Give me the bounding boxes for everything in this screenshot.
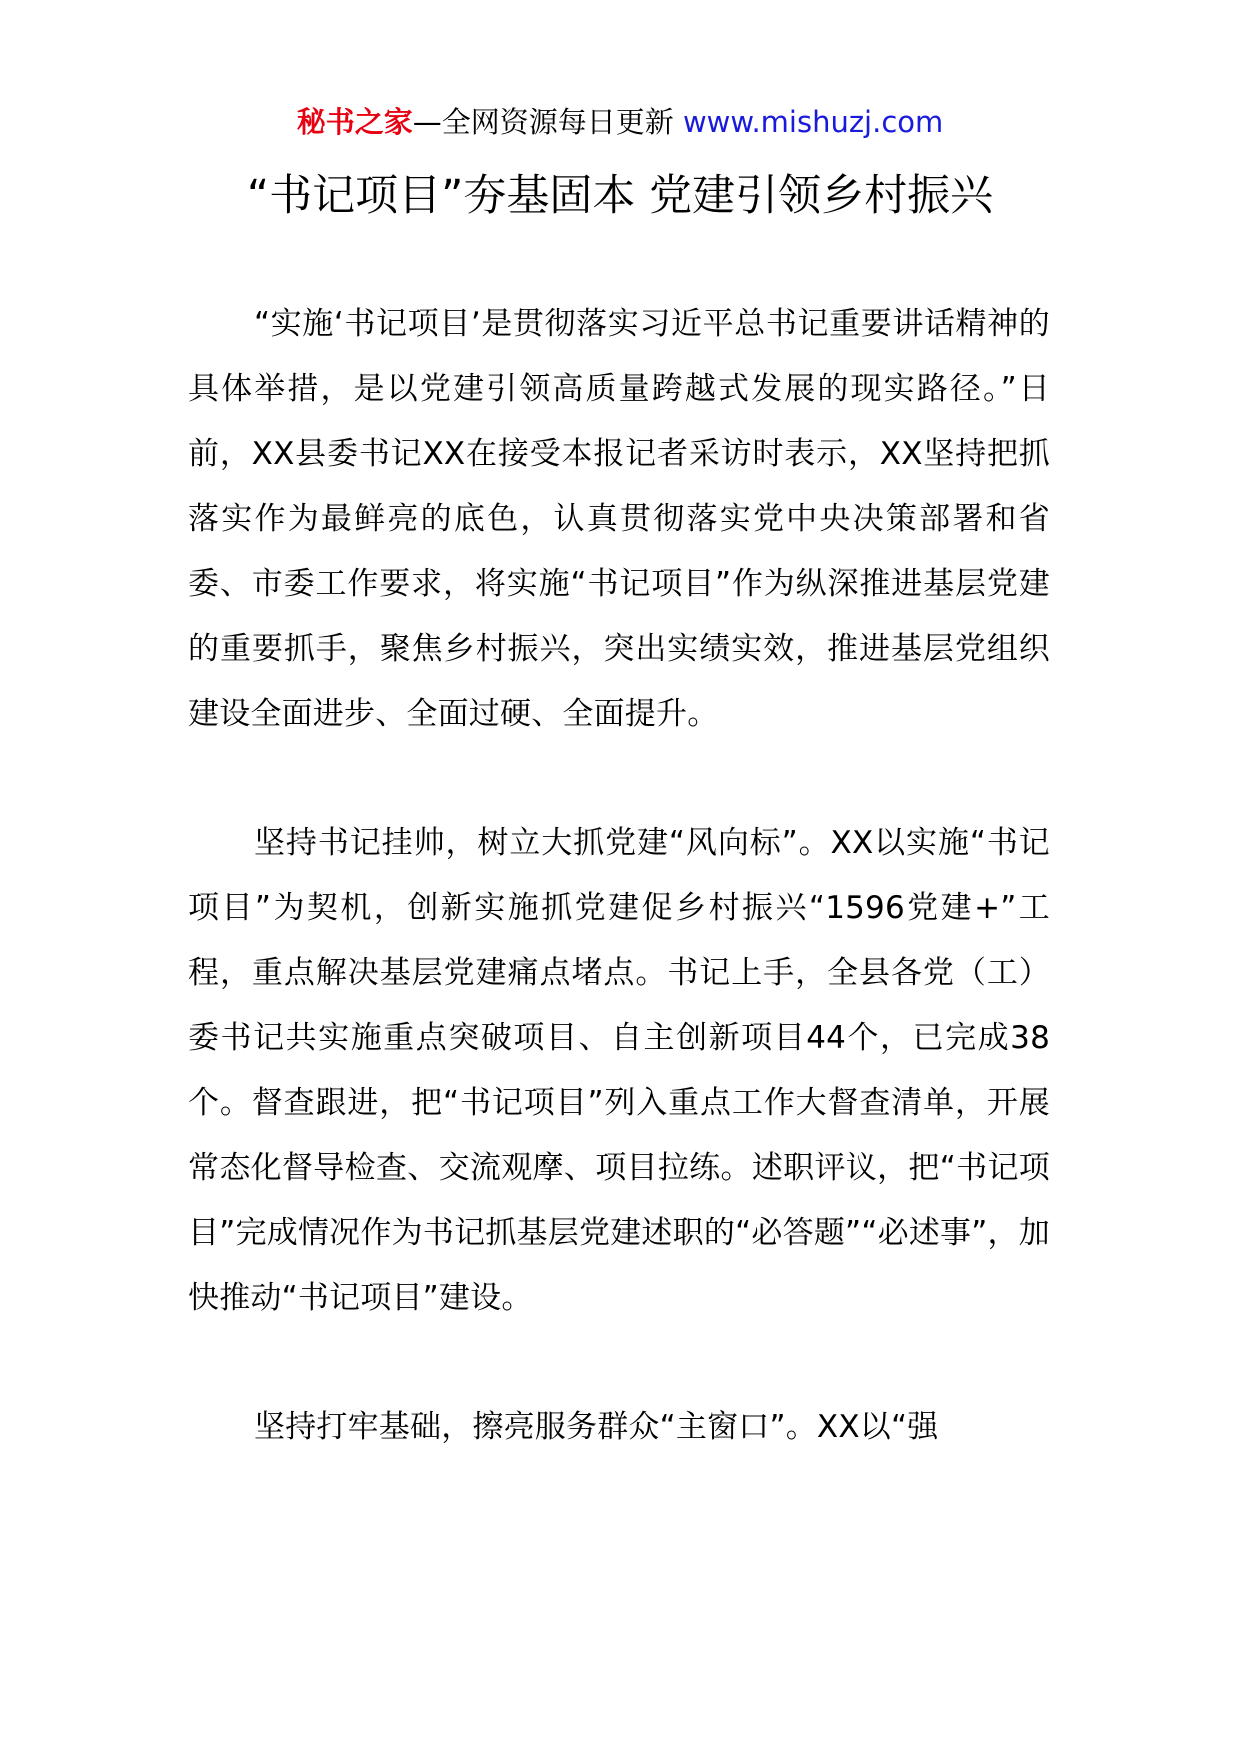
site-header <box>0 102 1240 142</box>
article-body <box>188 292 1050 1524</box>
paragraph-secretary-leadership: 坚持书记挂帅，树立大抓党建“风向标”。XX以实施“书记项目”为契机，创新实施抓党建促乡村振兴“1596党建+”工程，重点解决基层党建痛点堵点。书记上手，全县各党（工）委书记共实施重点突破项目、自主创新项目44个，已完成38个。督查跟进，把“书记项目”列入重点工作大督查清单，开展常态化督导检查、交流观摩、项目拉练。述职评议，把“书记项目”完成情况作为书记抓基层党建述职的“必答题”“必述事”，加快推动“书记项目”建设。 <box>188 825 1050 1316</box>
site-brand: 秘书之家 <box>296 105 413 139</box>
site-slogan: —全网资源每日更新 <box>412 105 674 139</box>
article-title: “书记项目”夯基固本 党建引领乡村振兴 <box>246 171 994 221</box>
paragraph-intro: “实施‘书记项目’是贯彻落实习近平总书记重要讲话精神的具体举措，是以党建引领高质量跨越式发展的现实路径。”日前，XX县委书记XX在接受本报记者采访时表示，XX坚持把抓落实作为最鲜亮的底色，认真贯彻落实党中央决策部署和省委、市委工作要求，将实施“书记项目”作为纵深推进基层党建的重要抓手，聚焦乡村振兴，突出实绩实效，推进基层党组织建设全面进步、全面过硬、全面提升。 <box>188 306 1050 732</box>
paragraph-foundation: 坚持打牢基础，擦亮服务群众“主窗口”。XX以“强 <box>254 1409 939 1445</box>
site-url-link[interactable]: www.mishuzj.com <box>682 105 944 139</box>
